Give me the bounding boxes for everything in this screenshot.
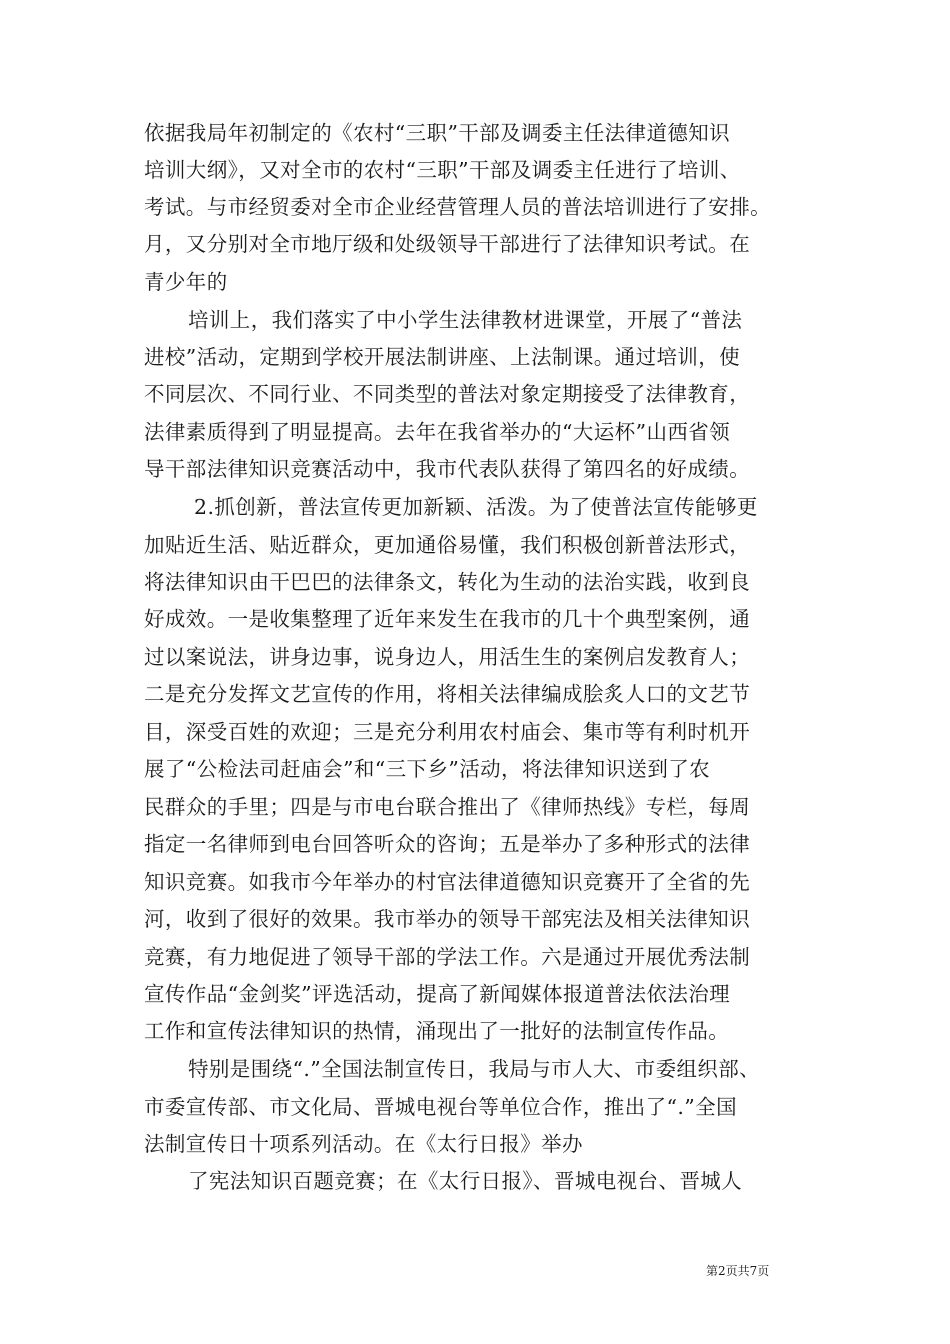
text-line: 展了“公检法司赶庙会”和“三下乡”活动，将法律知识送到了农 <box>144 757 711 781</box>
text-line: 好成效。一是收集整理了近年来发生在我市的几十个典型案例，通 <box>144 607 751 631</box>
text-line: 加贴近生活、贴近群众，更加通俗易懂，我们积极创新普法形式， <box>144 533 751 557</box>
text-line: 目，深受百姓的欢迎；三是充分利用农村庙会、集市等有利时机开 <box>144 720 751 744</box>
text-line: 导干部法律知识竞赛活动中，我市代表队获得了第四名的好成绩。 <box>144 457 751 481</box>
text-line: 法制宣传日十项系列活动。在《太行日报》举办 <box>144 1132 583 1156</box>
text-line: 二是充分发挥文艺宣传的作用，将相关法律编成脍炙人口的文艺节 <box>144 682 751 706</box>
text-line: 法律素质得到了明显提高。去年在我省举办的“大运杯”山西省领 <box>144 420 731 444</box>
text-line: 市委宣传部、市文化局、晋城电视台等单位合作，推出了“.”全国 <box>144 1095 737 1119</box>
text-line: 进校”活动，定期到学校开展法制讲座、上法制课。通过培训，使 <box>144 345 741 369</box>
text-line: 不同层次、不同行业、不同类型的普法对象定期接受了法律教育， <box>144 382 751 406</box>
text-line: 工作和宣传法律知识的热情，涌现出了一批好的法制宣传作品。 <box>144 1019 730 1043</box>
text-line: 宣传作品“金剑奖”评选活动，提高了新闻媒体报道普法依法治理 <box>144 982 731 1006</box>
text-line: 过以案说法，讲身边事，说身边人，用活生生的案例启发教育人； <box>144 645 751 669</box>
text-line: 特别是围绕“.”全国法制宣传日，我局与市人大、市委组织部、 <box>188 1057 761 1081</box>
text-line: 将法律知识由干巴巴的法律条文，转化为生动的法治实践，收到良 <box>144 570 751 594</box>
text-line: 培训大纲》，又对全市的农村“三职”干部及调委主任进行了培训、 <box>144 158 741 182</box>
text-line: 指定一名律师到电台回答听众的咨询；五是举办了多种形式的法律 <box>144 832 751 856</box>
text-line: 河，收到了很好的效果。我市举办的领导干部宪法及相关法律知识 <box>144 907 751 931</box>
text-line: 月，又分别对全市地厅级和处级领导干部进行了法律知识考试。在 <box>144 232 751 256</box>
text-line: 竞赛，有力地促进了领导干部的学法工作。六是通过开展优秀法制 <box>144 945 751 969</box>
page-number: 第2页共7页 <box>706 1264 770 1278</box>
text-line: 考试。与市经贸委对全市企业经营管理人员的普法培训进行了安排。 <box>144 195 771 219</box>
text-line: 2.抓创新，普法宣传更加新颖、活泼。为了使普法宣传能够更 <box>194 495 758 519</box>
text-line: 依据我局年初制定的《农村“三职”干部及调委主任法律道德知识 <box>144 121 731 145</box>
text-line: 知识竞赛。如我市今年举办的村官法律道德知识竞赛开了全省的先 <box>144 870 751 894</box>
text-line: 培训上，我们落实了中小学生法律教材进课堂，开展了“普法 <box>188 308 743 332</box>
text-line: 民群众的手里；四是与市电台联合推出了《律师热线》专栏，每周 <box>144 795 751 819</box>
text-line: 青少年的 <box>144 270 228 294</box>
text-line: 了宪法知识百题竞赛；在《太行日报》、晋城电视台、晋城人 <box>188 1169 743 1193</box>
